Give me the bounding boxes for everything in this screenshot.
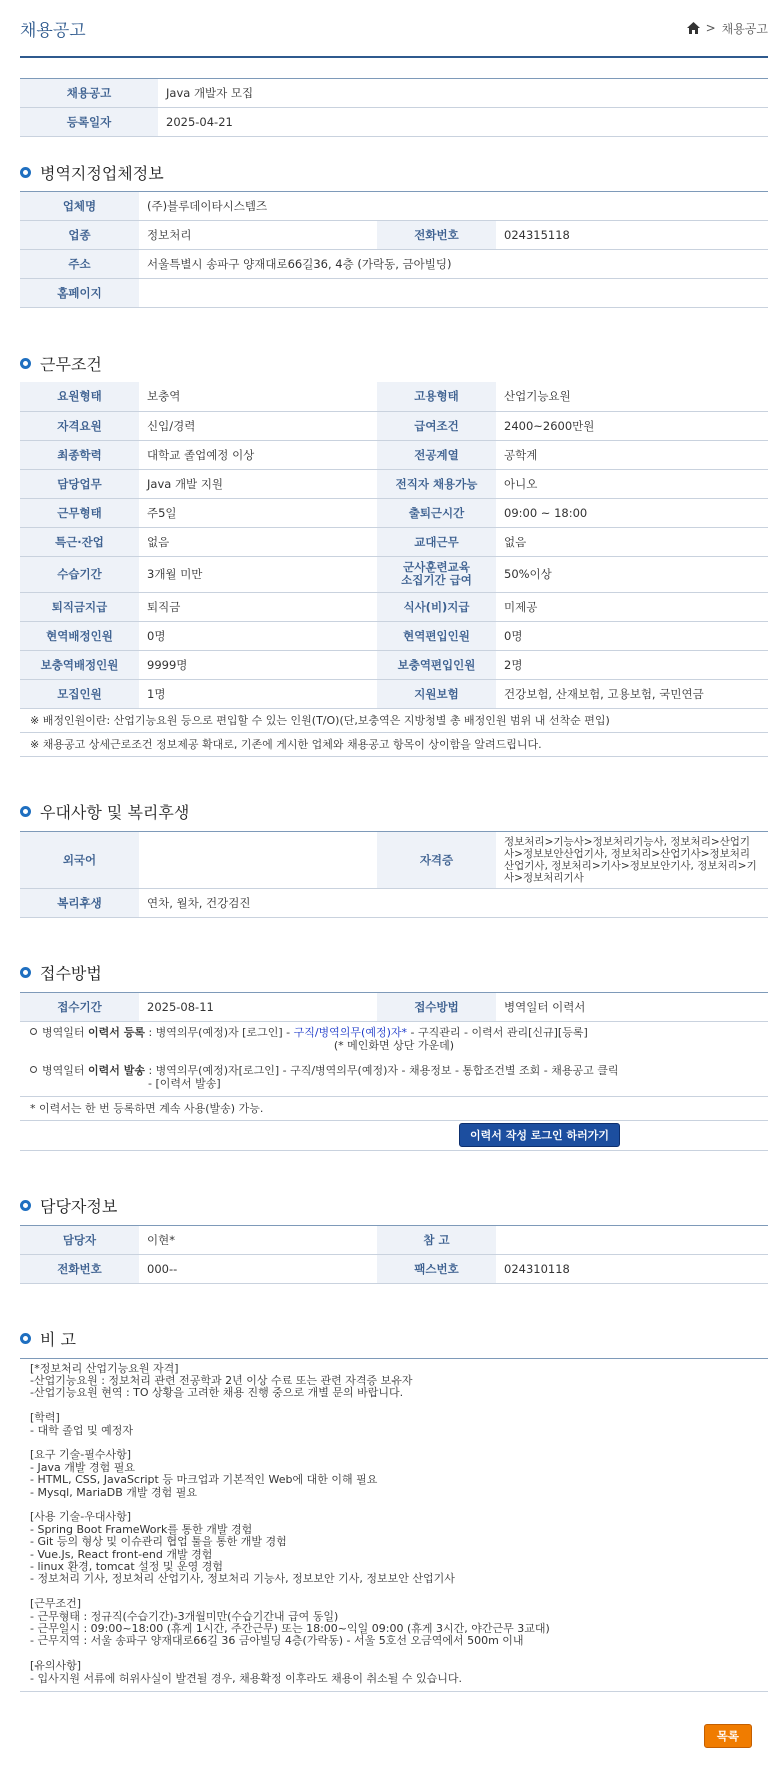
- homepage-label: 홈페이지: [20, 279, 139, 308]
- contact-fax-label: 팩스번호: [377, 1254, 496, 1283]
- posting-title-value: Java 개발자 모집: [158, 79, 768, 108]
- apply-instructions: [20, 1022, 768, 1097]
- apply-period-value: 2025-08-11: [139, 992, 377, 1021]
- conditions-note-1: ※ 배정인원이란: 산업기능요원 등으로 편입할 수 있는 인원(T/O)(단,보충역은 지방청별 총 배정인원 범위 내 선착순 편입): [20, 709, 768, 733]
- breadcrumb-separator: >: [705, 21, 716, 35]
- table-row: [20, 440, 768, 469]
- condition-value: 0명: [139, 621, 377, 650]
- condition-label: 보충역배정인원: [20, 650, 139, 679]
- benefits-section-title: 우대사항 및 복리후생: [20, 801, 768, 823]
- company-name-value: (주)블루데이타시스템즈: [139, 192, 768, 221]
- contact-table-wrap: [20, 1225, 768, 1284]
- apply-method-value: 병역일터 이력서: [496, 992, 768, 1021]
- address-label: 주소: [20, 250, 139, 279]
- benefits-table: [20, 831, 768, 918]
- welfare-value: 연차, 월차, 건강검진: [139, 888, 768, 917]
- conditions-section: [20, 352, 768, 374]
- table-row: [20, 79, 768, 108]
- condition-label: 보충역편입인원: [377, 650, 496, 679]
- posting-date-label: 등록일자: [20, 108, 158, 137]
- condition-label: 전공계열: [377, 440, 496, 469]
- condition-value: 2명: [496, 650, 768, 679]
- conditions-table-wrap: [20, 382, 768, 757]
- apply-table: [20, 992, 768, 1022]
- posting-summary: [20, 78, 768, 137]
- table-row: [20, 556, 768, 592]
- condition-value: 퇴직금: [139, 592, 377, 621]
- benefits-table-wrap: [20, 831, 768, 918]
- table-row: [20, 498, 768, 527]
- condition-value: 09:00 ~ 18:00: [496, 498, 768, 527]
- condition-label: 현역배정인원: [20, 621, 139, 650]
- contact-tel-label: 전화번호: [20, 1254, 139, 1283]
- memo-wrap: [20, 1358, 768, 1693]
- condition-label: 전직자 채용가능: [377, 469, 496, 498]
- table-row: [20, 108, 768, 137]
- condition-value: 보충역: [139, 382, 377, 411]
- condition-label: 식사(비)지급: [377, 592, 496, 621]
- condition-value: 아니오: [496, 469, 768, 498]
- table-row: [20, 221, 768, 250]
- home-icon[interactable]: [687, 22, 700, 34]
- contact-table: [20, 1225, 768, 1284]
- apply-step-send-note: - [이력서 발송]: [148, 1076, 221, 1090]
- company-section: [20, 161, 768, 183]
- condition-label: 자격요원: [20, 411, 139, 440]
- breadcrumb: [687, 20, 768, 37]
- breadcrumb-current: 채용공고: [721, 21, 768, 36]
- posting-date-value: 2025-04-21: [158, 108, 768, 137]
- homepage-value[interactable]: [139, 279, 768, 308]
- condition-label: 담당업무: [20, 469, 139, 498]
- apply-section: [20, 962, 768, 984]
- welfare-label: 복리후생: [20, 888, 139, 917]
- posting-table: [20, 78, 768, 137]
- condition-value: 50%이상: [496, 556, 768, 592]
- company-section-title: 병역지정업체정보: [20, 161, 768, 183]
- contact-tel-value: 000--: [139, 1254, 377, 1283]
- language-value: [139, 831, 377, 888]
- condition-label: 모집인원: [20, 679, 139, 708]
- address-value: 서울특별시 송파구 양재대로66길36, 4층 (가락동, 금아빌딩): [139, 250, 768, 279]
- certificate-value: 정보처리>기능사>정보처리기능사, 정보처리>산업기사>정보보안산업기사, 정보처리>산업기사>정보처리산업기사, 정보처리>기사>정보보안기사, 정보처리>기사>정보처리기사: [496, 831, 768, 888]
- phone-value: 024315118: [496, 221, 768, 250]
- benefits-section: [20, 801, 768, 823]
- phone-label: 전화번호: [377, 221, 496, 250]
- section-bullet-icon: [20, 806, 31, 817]
- condition-value: 2400~2600만원: [496, 411, 768, 440]
- table-row: [20, 411, 768, 440]
- conditions-note-2: ※ 채용공고 상세근로조건 정보제공 확대로, 기존에 게시한 업체와 채용공고 항목이 상이함을 알려드립니다.: [20, 733, 768, 757]
- table-row: [20, 192, 768, 221]
- page-title: 채용공고: [20, 20, 86, 41]
- condition-label: 지원보험: [377, 679, 496, 708]
- table-row: [20, 831, 768, 888]
- apply-table-wrap: [20, 992, 768, 1151]
- condition-value: Java 개발 지원: [139, 469, 377, 498]
- contact-fax-value: 024310118: [496, 1254, 768, 1283]
- table-row: [20, 621, 768, 650]
- section-bullet-icon: [20, 1200, 31, 1211]
- apply-method-label: 접수방법: [377, 992, 496, 1021]
- memo-text: [*정보처리 산업기능요원 자격] -산업기능요원 : 정보처리 관련 전공학과 2년 이상 수료 또는 관련 자격증 보유자 -산업기능요원 현역 : TO 상황을 고려한 채용 진행 중으로 개별 문의 바랍니다. [학력] - 대학 졸업 및 예정자 [요구 기술-필수사항] - Java 개발 경험 필요 - HTML, CSS, JavaScript 등 마크업과 기본적인 Web에 대한 이해 필요 - Mysql, MariaDB 개발 경험 필요 [사용 기술-우대사항] - Spring Boot FrameWork를 통한 개발 경험 - Git 등의 형상 및 이슈관리 협업 툴을 통한 개발 경험 - Vue.Js, React front-end 개발 경험 - linux 환경, tomcat 설정 및 운영 경험 - 정보처리 기사, 정보처리 산업기사, 정보처리 기능사, 정보보안 기사, 정보보안 산업기사 [근무조건] - 근무형태 : 정규직(수습기간)-3개월미만(수습기간내 급여 동일) - 근무일시 : 09:00~18:00 (휴게 1시간, 주간근무) 또는 18:00~익일 09:00 (휴게 3시간, 야간근무 3교대) - 근무지역 : 서울 송파구 양재대로66길 36 금아빌딩 4층(가락동) - 서울 5호선 오금역에서 500m 이내 [유의사항] - 입사지원 서류에 허위사실이 발견될 경우, 채용확정 이후라도 채용이 취소될 수 있습니다.: [20, 1358, 768, 1693]
- condition-label: 군사훈련교육 소집기간 급여: [377, 556, 496, 592]
- list-button[interactable]: 목록: [704, 1724, 752, 1748]
- condition-label: 근무형태: [20, 498, 139, 527]
- condition-value: 1명: [139, 679, 377, 708]
- apply-period-label: 접수기간: [20, 992, 139, 1021]
- condition-label: 요원형태: [20, 382, 139, 411]
- section-bullet-icon: [20, 358, 31, 369]
- industry-value: 정보처리: [139, 221, 377, 250]
- apply-step-register: 병역일터 이력서 등록 : 병역의무(예정)자 [로그인] - 구직/병역의무(예정)자* - 구직관리 - 이력서 관리[신규][등록] (* 메인화면 상단 가운데): [20, 1022, 768, 1054]
- condition-label: 고용형태: [377, 382, 496, 411]
- language-label: 외국어: [20, 831, 139, 888]
- memo-section: [20, 1328, 768, 1350]
- condition-value: 신입/경력: [139, 411, 377, 440]
- apply-step-send: 병역일터 이력서 발송 : 병역의무(예정)자[로그인] - 구직/병역의무(예정)자 - 채용정보 - 통합조건별 조회 - 채용공고 클릭 - [이력서 발송]: [20, 1060, 768, 1092]
- conditions-table: [20, 382, 768, 709]
- table-row: [20, 382, 768, 411]
- table-row: [20, 992, 768, 1021]
- circle-bullet-icon: [30, 1066, 37, 1073]
- table-row: [20, 527, 768, 556]
- condition-value: 없음: [139, 527, 377, 556]
- condition-label: 현역편입인원: [377, 621, 496, 650]
- condition-value: 미제공: [496, 592, 768, 621]
- apply-step-register-note: (* 메인화면 상단 가운데): [333, 1038, 455, 1052]
- table-row: [20, 469, 768, 498]
- company-name-label: 업체명: [20, 192, 139, 221]
- contact-ref-label: 참 고: [377, 1225, 496, 1254]
- contact-ref-value: [496, 1225, 768, 1254]
- condition-label: 퇴직금지급: [20, 592, 139, 621]
- section-bullet-icon: [20, 167, 31, 178]
- condition-label: 교대근무: [377, 527, 496, 556]
- table-row: [20, 679, 768, 708]
- memo-section-title: 비 고: [20, 1328, 768, 1350]
- contact-section-title: 담당자정보: [20, 1195, 768, 1217]
- condition-label: 최종학력: [20, 440, 139, 469]
- table-row: [20, 888, 768, 917]
- certificate-label: 자격증: [377, 831, 496, 888]
- condition-value: 산업기능요원: [496, 382, 768, 411]
- page-header: [20, 0, 768, 58]
- apply-button-row: [20, 1121, 768, 1151]
- resume-login-button[interactable]: 이력서 작성 로그인 하러가기: [459, 1123, 620, 1147]
- table-row: [20, 250, 768, 279]
- condition-label: 수습기간: [20, 556, 139, 592]
- section-bullet-icon: [20, 967, 31, 978]
- conditions-section-title: 근무조건: [20, 352, 768, 374]
- section-bullet-icon: [20, 1333, 31, 1344]
- posting-title-label: 채용공고: [20, 79, 158, 108]
- contact-person-value: 이현*: [139, 1225, 377, 1254]
- job-seeker-link[interactable]: 구직/병역의무(예정)자*: [293, 1025, 408, 1039]
- company-table-wrap: [20, 191, 768, 308]
- condition-label: 급여조건: [377, 411, 496, 440]
- company-table: [20, 191, 768, 308]
- circle-bullet-icon: [30, 1028, 37, 1035]
- apply-note: * 이력서는 한 번 등록하면 계속 사용(발송) 가능.: [20, 1097, 768, 1121]
- condition-value: 대학교 졸업예정 이상: [139, 440, 377, 469]
- condition-value: 주5일: [139, 498, 377, 527]
- table-row: [20, 592, 768, 621]
- condition-value: 9999명: [139, 650, 377, 679]
- table-row: [20, 650, 768, 679]
- condition-value: 공학계: [496, 440, 768, 469]
- condition-label: 출퇴근시간: [377, 498, 496, 527]
- condition-label: 특근·잔업: [20, 527, 139, 556]
- table-row: [20, 279, 768, 308]
- apply-section-title: 접수방법: [20, 962, 768, 984]
- condition-value: 3개월 미만: [139, 556, 377, 592]
- condition-value: 0명: [496, 621, 768, 650]
- contact-section: [20, 1195, 768, 1217]
- condition-value: 건강보험, 산재보험, 고용보험, 국민연금: [496, 679, 768, 708]
- industry-label: 업종: [20, 221, 139, 250]
- condition-value: 없음: [496, 527, 768, 556]
- contact-person-label: 담당자: [20, 1225, 139, 1254]
- table-row: [20, 1225, 768, 1254]
- table-row: [20, 1254, 768, 1283]
